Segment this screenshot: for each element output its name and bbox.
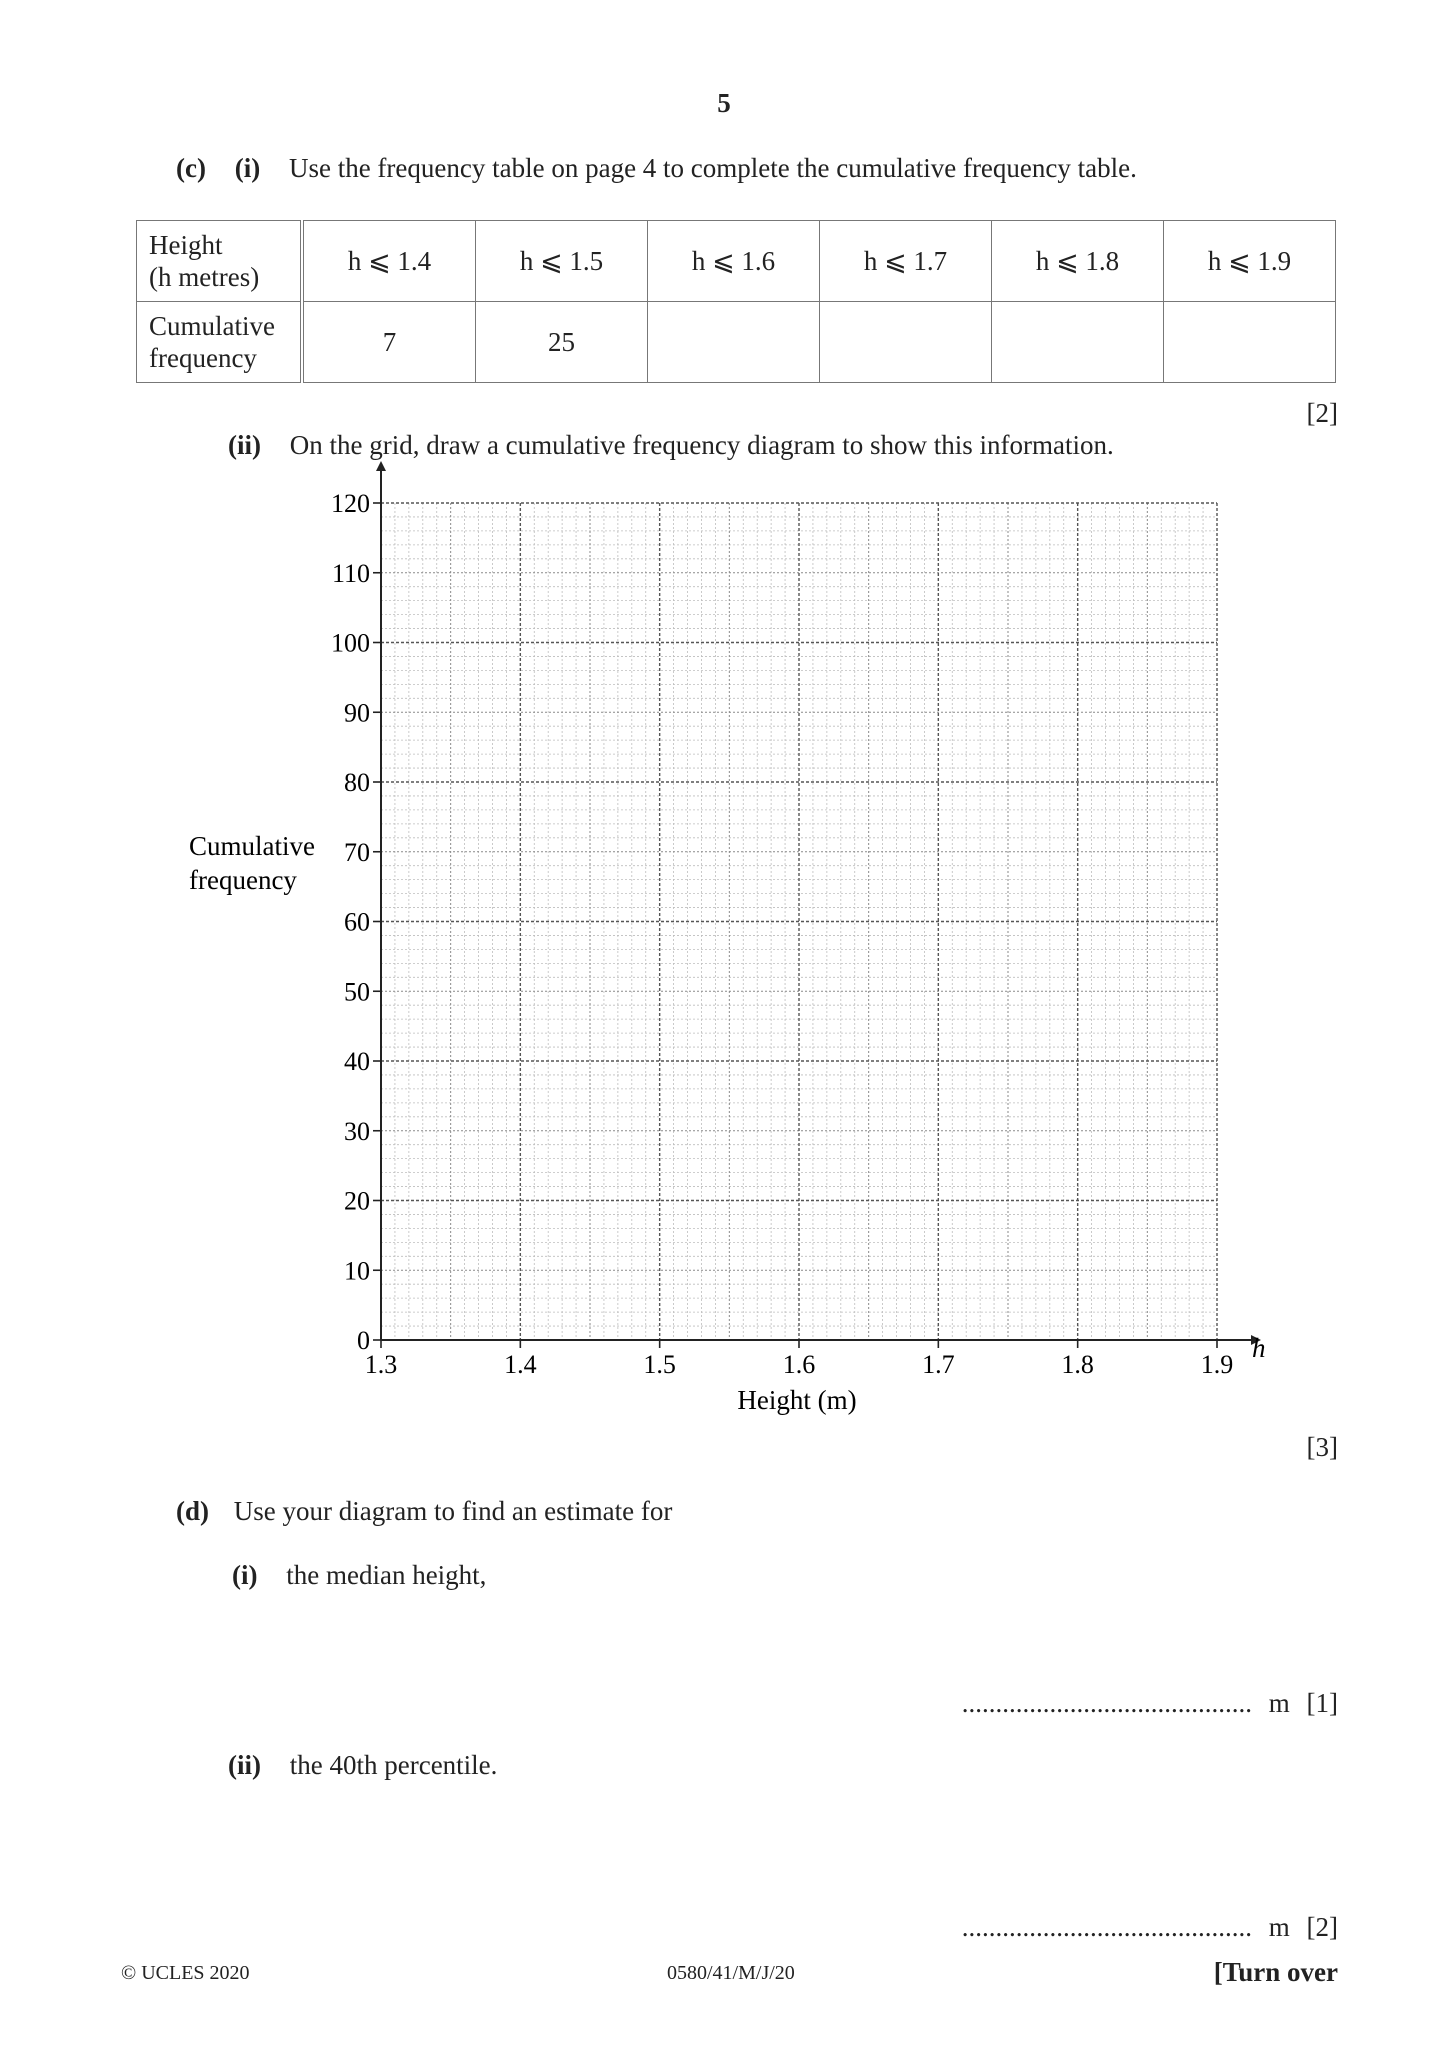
marks-c-i: [2]	[1306, 398, 1338, 428]
y-tick-label: 60	[344, 907, 370, 937]
footer-turn-over: [Turn over	[1213, 1957, 1338, 1987]
y-axis-label-line1: Cumulative	[189, 831, 315, 861]
header-cell: h ⩽ 1.5	[476, 221, 648, 302]
question-d-intro: Use your diagram to find an estimate for	[233, 1496, 673, 1526]
part-c-label: (c)	[176, 153, 206, 183]
footer-copyright: © UCLES 2020	[121, 1962, 250, 1984]
tick-labels	[331, 489, 1233, 1379]
answer-dots: ...........................................	[961, 1912, 1252, 1942]
row-label-height-line2: (h metres)	[149, 262, 260, 292]
question-d	[176, 1496, 672, 1527]
y-tick-label: 120	[331, 489, 370, 518]
question-d-i	[232, 1560, 486, 1591]
tick-marks	[373, 503, 1217, 1348]
x-axis-symbol: h	[1252, 1333, 1266, 1363]
header-cell: h ⩽ 1.9	[1164, 221, 1336, 302]
answer-line-d-i[interactable]	[962, 1688, 1338, 1719]
value-cell: 7	[302, 302, 476, 383]
marks-d-ii: [2]	[1306, 1912, 1338, 1942]
question-c-ii-text: On the grid, draw a cumulative frequency diagram to show this information.	[289, 430, 1114, 460]
header-cell: h ⩽ 1.8	[992, 221, 1164, 302]
x-tick-label: 1.4	[504, 1350, 537, 1379]
marks-c-ii: [3]	[1306, 1432, 1338, 1462]
question-d-i-text: the median height,	[286, 1560, 487, 1590]
header-cell: h ⩽ 1.6	[648, 221, 820, 302]
value-cell: 25	[476, 302, 648, 383]
y-tick-label: 20	[344, 1186, 370, 1216]
sub-ii-label: (ii)	[228, 430, 261, 460]
y-tick-label: 40	[344, 1047, 370, 1076]
answer-line-d-ii[interactable]	[962, 1912, 1338, 1943]
part-d-label: (d)	[176, 1496, 209, 1526]
y-tick-label: 90	[344, 698, 370, 728]
x-axis-label: Height (m)	[737, 1385, 857, 1415]
x-tick-label: 1.7	[922, 1350, 955, 1379]
question-c-i-text: Use the frequency table on page 4 to complete the cumulative frequency table.	[288, 153, 1137, 183]
y-tick-label: 10	[344, 1256, 370, 1286]
x-tick-label: 1.3	[364, 1350, 398, 1379]
header-cell: h ⩽ 1.7	[820, 221, 992, 302]
footer-code: 0580/41/M/J/20	[667, 1962, 795, 1984]
row-label-height-line1: Height	[149, 230, 223, 260]
answer-unit: m	[1268, 1688, 1290, 1718]
sub-d-ii-label: (ii)	[228, 1750, 261, 1780]
answer-unit: m	[1268, 1912, 1290, 1942]
y-tick-label: 0	[357, 1326, 370, 1355]
sub-i-label: (i)	[234, 153, 261, 183]
question-d-ii	[228, 1750, 497, 1781]
question-d-ii-text: the 40th percentile.	[289, 1750, 498, 1780]
x-tick-label: 1.6	[782, 1350, 816, 1379]
sub-d-i-label: (i)	[232, 1560, 258, 1590]
x-tick-label: 1.8	[1061, 1350, 1094, 1379]
row-label-cumulative-line2: frequency	[149, 343, 257, 373]
row-label-cumulative-line1: Cumulative	[149, 311, 275, 341]
axes	[381, 466, 1256, 1340]
y-tick-label: 100	[331, 628, 370, 658]
y-axis-label-line2: frequency	[189, 865, 297, 895]
y-tick-label: 30	[344, 1116, 370, 1146]
y-tick-label: 50	[344, 977, 370, 1007]
answer-dots: ...........................................	[961, 1688, 1252, 1718]
y-tick-label: 80	[344, 768, 370, 797]
y-tick-label: 70	[344, 837, 370, 867]
x-tick-label: 1.5	[643, 1350, 676, 1379]
page-number: 5	[717, 88, 731, 118]
x-tick-label: 1.9	[1200, 1350, 1234, 1379]
header-cell: h ⩽ 1.4	[302, 221, 476, 302]
marks-d-i: [1]	[1306, 1688, 1338, 1718]
y-tick-label: 110	[331, 558, 370, 588]
